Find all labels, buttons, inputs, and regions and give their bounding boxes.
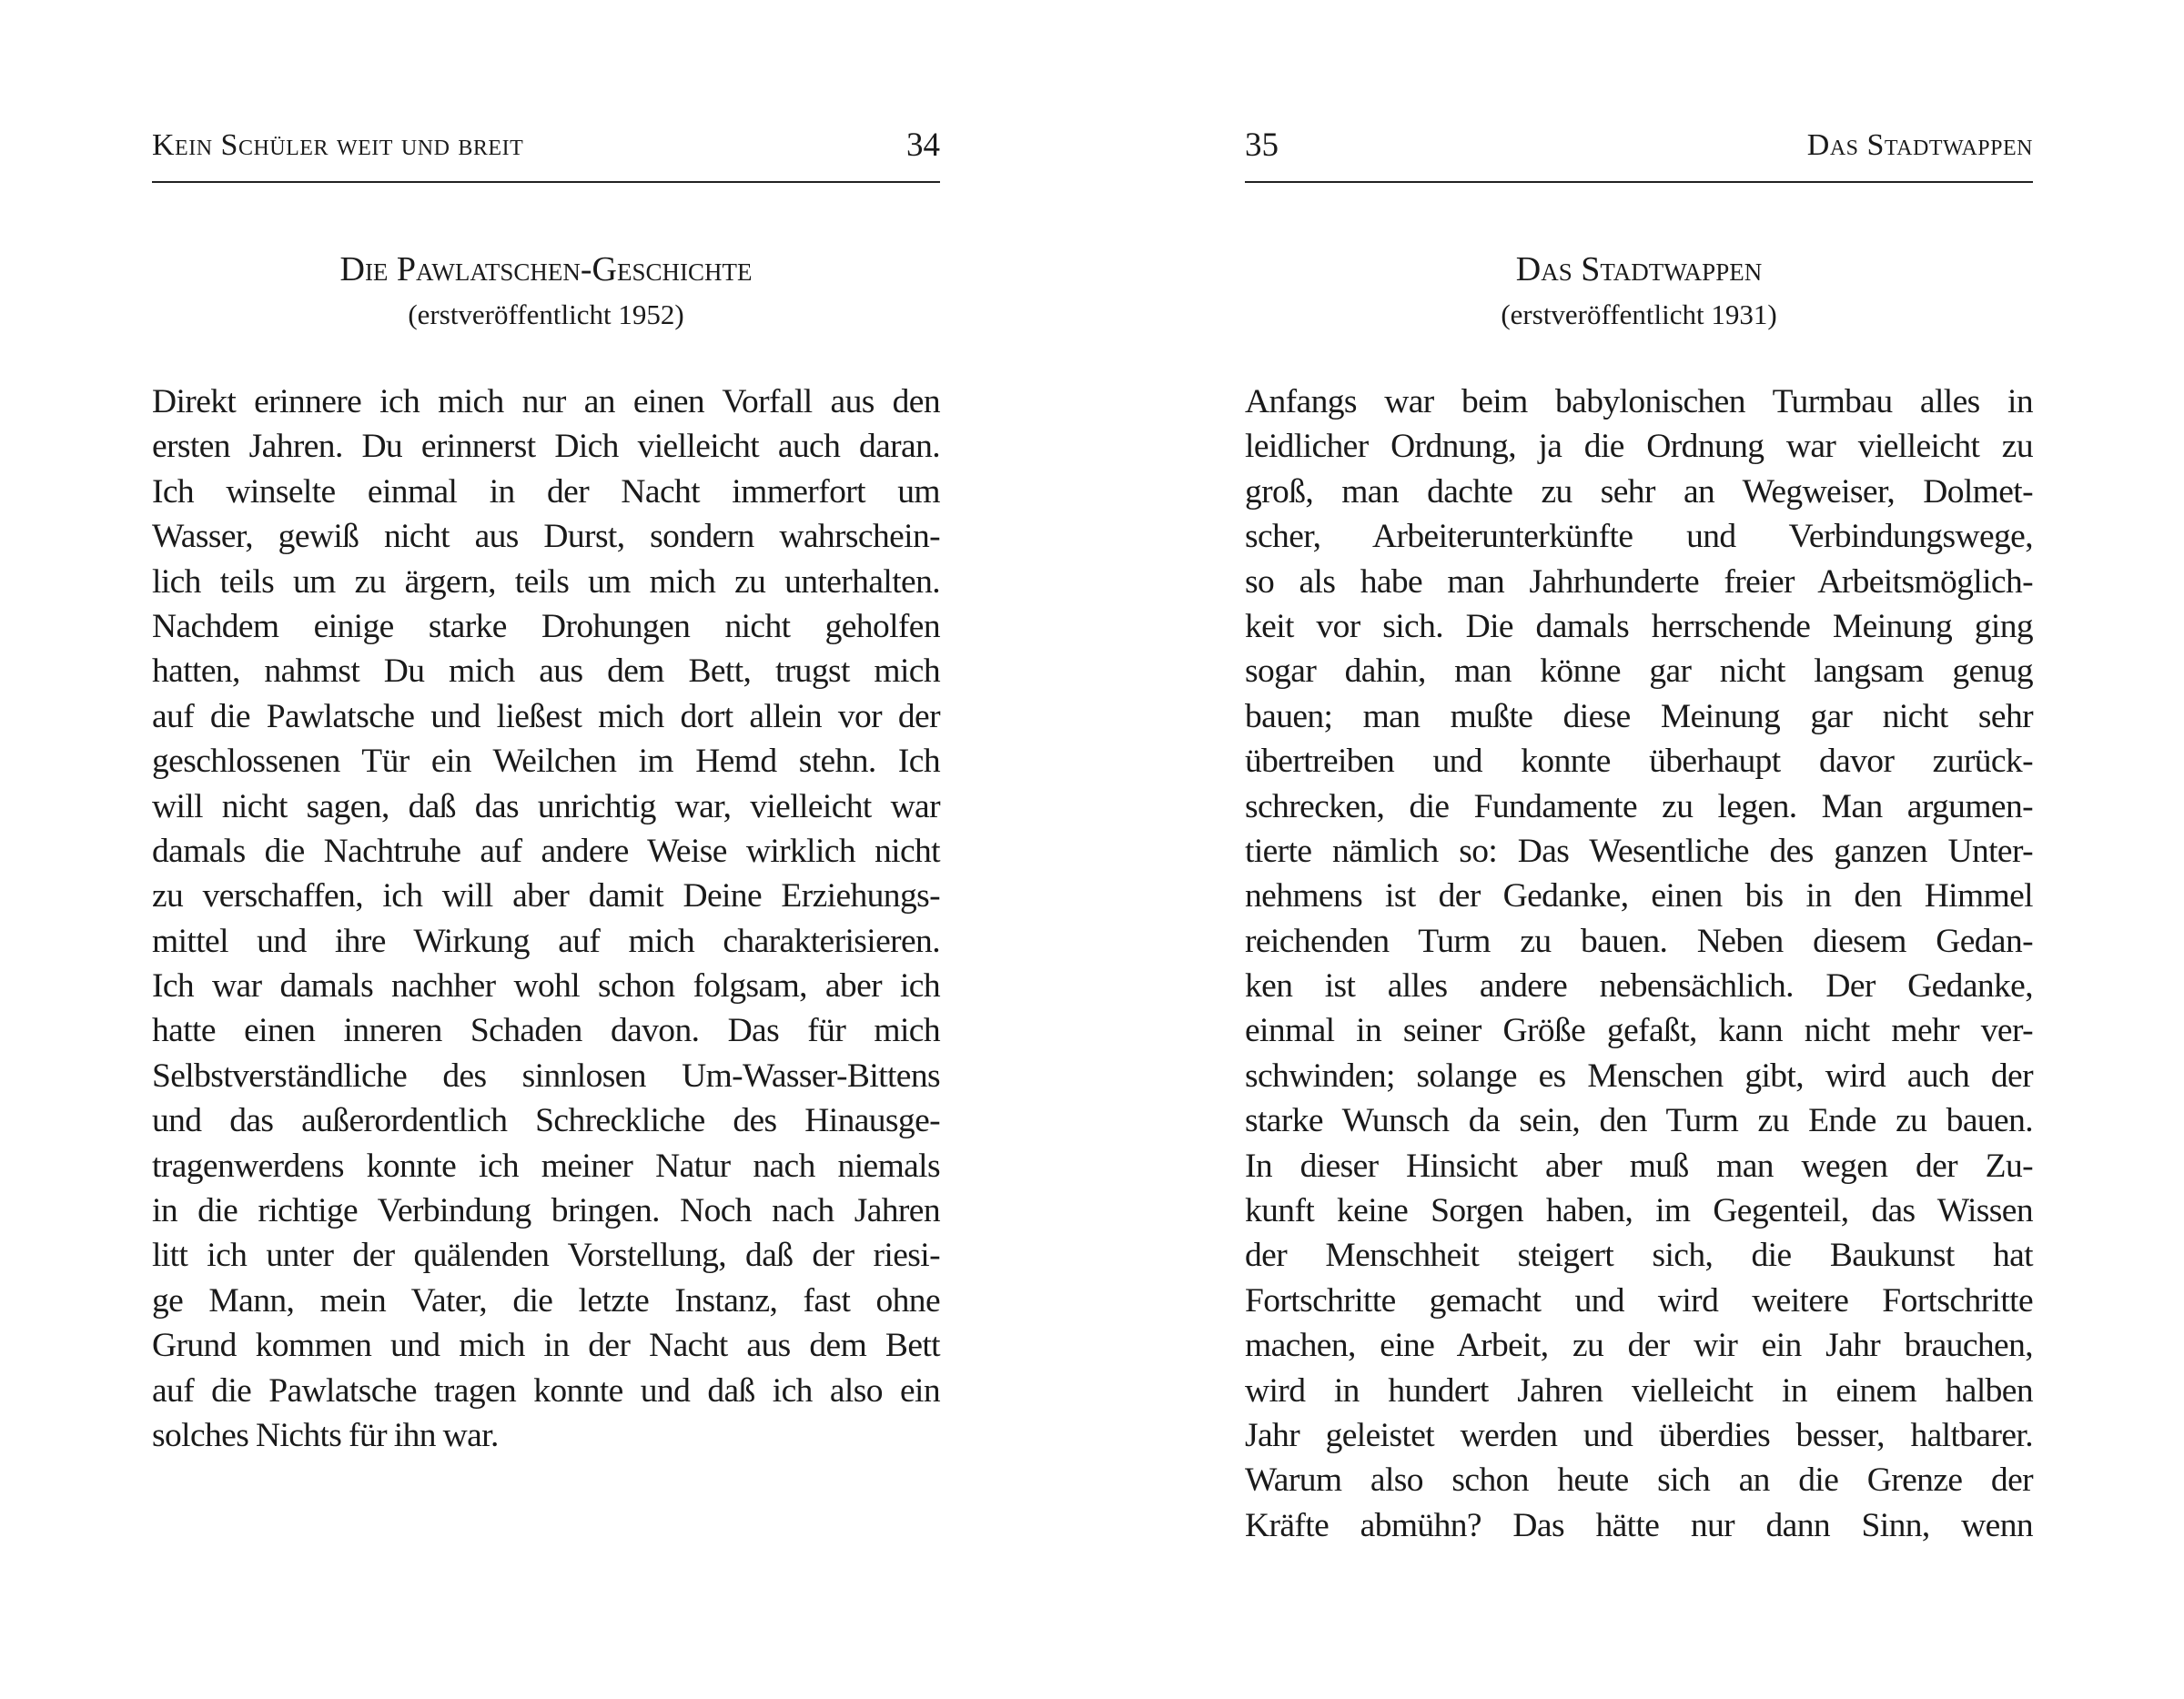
text-line: der Menschheit steigert sich, die Baukunst hat [1245, 1237, 2033, 1275]
text-line: hatten, nahmst Du mich aus dem Bett, trugst mich [152, 652, 940, 691]
text-line: bauen; man mußte diese Meinung gar nicht sehr [1245, 697, 2033, 735]
text-line: und das außerordentlich Schreckliche des Hinausge- [152, 1102, 940, 1140]
text-line: geschlossenen Tür ein Weilchen im Hemd stehn. Ich [152, 743, 940, 781]
text-line: schwinden; solange es Menschen gibt, wird auch der [1245, 1057, 2033, 1095]
text-line: einmal in seiner Größe gefaßt, kann nicht mehr ver- [1245, 1012, 2033, 1050]
text-line: mittel und ihre Wirkung auf mich charakterisieren. [152, 922, 940, 960]
chapter-title: Die Pawlatschen-Geschichte [339, 250, 753, 288]
body-text [1245, 379, 2033, 1548]
text-line: reichenden Turm zu bauen. Neben diesem Gedan- [1245, 922, 2033, 960]
header-rule [1245, 181, 2033, 183]
text-line: solches Nichts für ihn war. [152, 1416, 499, 1454]
text-line: lich teils um zu ärgern, teils um mich zu unterhalten. [152, 562, 940, 601]
text-line: Selbstverständliche des sinnlosen Um-Wasser-Bittens [152, 1057, 940, 1095]
text-line: Wasser, gewiß nicht aus Durst, sondern wahrschein- [152, 518, 940, 556]
text-line: so als habe man Jahrhunderte freier Arbeitsmöglich- [1245, 562, 2033, 601]
text-line: starke Wunsch da sein, den Turm zu Ende zu bauen. [1245, 1102, 2033, 1140]
page-number: 35 [1245, 126, 1279, 164]
chapter-subtitle: (erstveröffentlicht 1952) [408, 298, 684, 330]
text-line: Direkt erinnere ich mich nur an einen Vorfall aus den [152, 383, 940, 420]
text-line: litt ich unter der quälenden Vorstellung, daß der riesi- [152, 1237, 940, 1275]
text-line: scher, Arbeiterunterkünfte und Verbindungswege, [1245, 518, 2033, 556]
running-head-title: Das Stadtwappen [1806, 128, 2033, 162]
running-header [152, 127, 940, 164]
text-line: Ich winselte einmal in der Nacht immerfort um [152, 472, 940, 511]
body-text [152, 379, 940, 1458]
text-line: damals die Nachtruhe auf andere Weise wirklich nicht [152, 832, 940, 870]
text-line: Grund kommen und mich in der Nacht aus dem Bett [152, 1327, 940, 1365]
text-line: hatte einen inneren Schaden davon. Das für mich [152, 1012, 940, 1050]
text-line: wird in hundert Jahren vielleicht in einem halben [1245, 1371, 2033, 1410]
text-line: tierte nämlich so: Das Wesentliche des ganzen Unter- [1245, 832, 2033, 870]
text-line: will nicht sagen, daß das unrichtig war, vielleicht war [152, 787, 940, 825]
text-line: keit vor sich. Die damals herrschende Meinung ging [1245, 607, 2033, 645]
page-number: 34 [906, 126, 940, 164]
text-line: nehmens ist der Gedanke, einen bis in den Himmel [1245, 877, 2033, 915]
header-rule [152, 181, 940, 183]
text-line: zu verschaffen, ich will aber damit Deine Erziehungs- [152, 877, 940, 915]
chapter-subtitle: (erstveröffentlicht 1931) [1501, 298, 1777, 330]
text-line: tragenwerdens konnte ich meiner Natur nach niemals [152, 1147, 940, 1185]
text-line: In dieser Hinsicht aber muß man wegen der Zu- [1245, 1147, 2033, 1185]
text-line: übertreiben und konnte überhaupt davor zurück- [1245, 743, 2033, 781]
text-line: kunft keine Sorgen haben, im Gegenteil, das Wissen [1245, 1192, 2033, 1230]
text-line: machen, eine Arbeit, zu der wir ein Jahr brauchen, [1245, 1327, 2033, 1365]
text-line: Kräfte abmühn? Das hätte nur dann Sinn, wenn [1245, 1506, 2033, 1544]
text-line: schrecken, die Fundamente zu legen. Man argumen- [1245, 787, 2033, 825]
text-line: Fortschritte gemacht und wird weitere Fortschritte [1245, 1281, 2033, 1320]
running-header [1245, 127, 2033, 164]
text-line: Ich war damals nachher wohl schon folgsam, aber ich [152, 967, 940, 1006]
text-line: in die richtige Verbindung bringen. Noch nach Jahren [152, 1192, 940, 1230]
text-line: ken ist alles andere nebensächlich. Der Gedanke, [1245, 967, 2033, 1006]
text-line: groß, man dachte zu sehr an Wegweiser, Dolmet- [1245, 472, 2033, 511]
text-line: sogar dahin, man könne gar nicht langsam genug [1245, 652, 2033, 691]
running-head-title: Kein Schüler weit und breit [152, 128, 524, 162]
chapter-title: Das Stadtwappen [1515, 250, 1763, 288]
text-line: ersten Jahren. Du erinnerst Dich vielleicht auch daran. [152, 428, 940, 466]
text-line: Nachdem einige starke Drohungen nicht geholfen [152, 607, 940, 645]
text-line: auf die Pawlatsche tragen konnte und daß ich also ein [152, 1371, 940, 1410]
text-line: auf die Pawlatsche und ließest mich dort allein vor der [152, 697, 940, 735]
text-line: Anfangs war beim babylonischen Turmbau alles in [1245, 383, 2033, 420]
text-line: Jahr geleistet werden und überdies besser, haltbarer. [1245, 1416, 2033, 1454]
text-line: Warum also schon heute sich an die Grenze der [1245, 1461, 2033, 1500]
text-line: ge Mann, mein Vater, die letzte Instanz, fast ohne [152, 1281, 940, 1320]
text-line: leidlicher Ordnung, ja die Ordnung war vielleicht zu [1245, 428, 2033, 466]
